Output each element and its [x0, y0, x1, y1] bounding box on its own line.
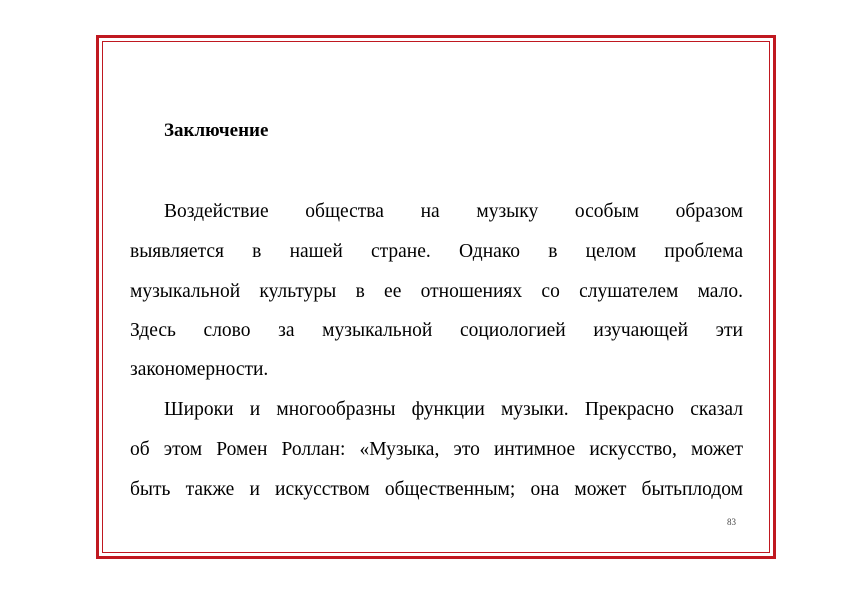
text-line: Широки и многообразны функции музыки. Прекрасно сказал: [164, 399, 743, 420]
page-number: 83: [727, 517, 736, 527]
text-line: закономерности.: [130, 359, 269, 380]
text-line: Здесь слово за музыкальной социологией изучающей эти: [130, 320, 743, 341]
text-line: об этом Ромен Роллан: «Музыка, это интимное искусство, может: [130, 439, 743, 460]
text-line: быть также и искусством общественным; она может бытьплодом: [130, 479, 743, 500]
section-heading: Заключение: [164, 120, 269, 141]
text-line: музыкальной культуры в ее отношениях со слушателем мало.: [130, 281, 743, 302]
text-line: выявляется в нашей стране. Однако в целом проблема: [130, 241, 743, 262]
text-line: Воздействие общества на музыку особым образом: [164, 201, 743, 222]
